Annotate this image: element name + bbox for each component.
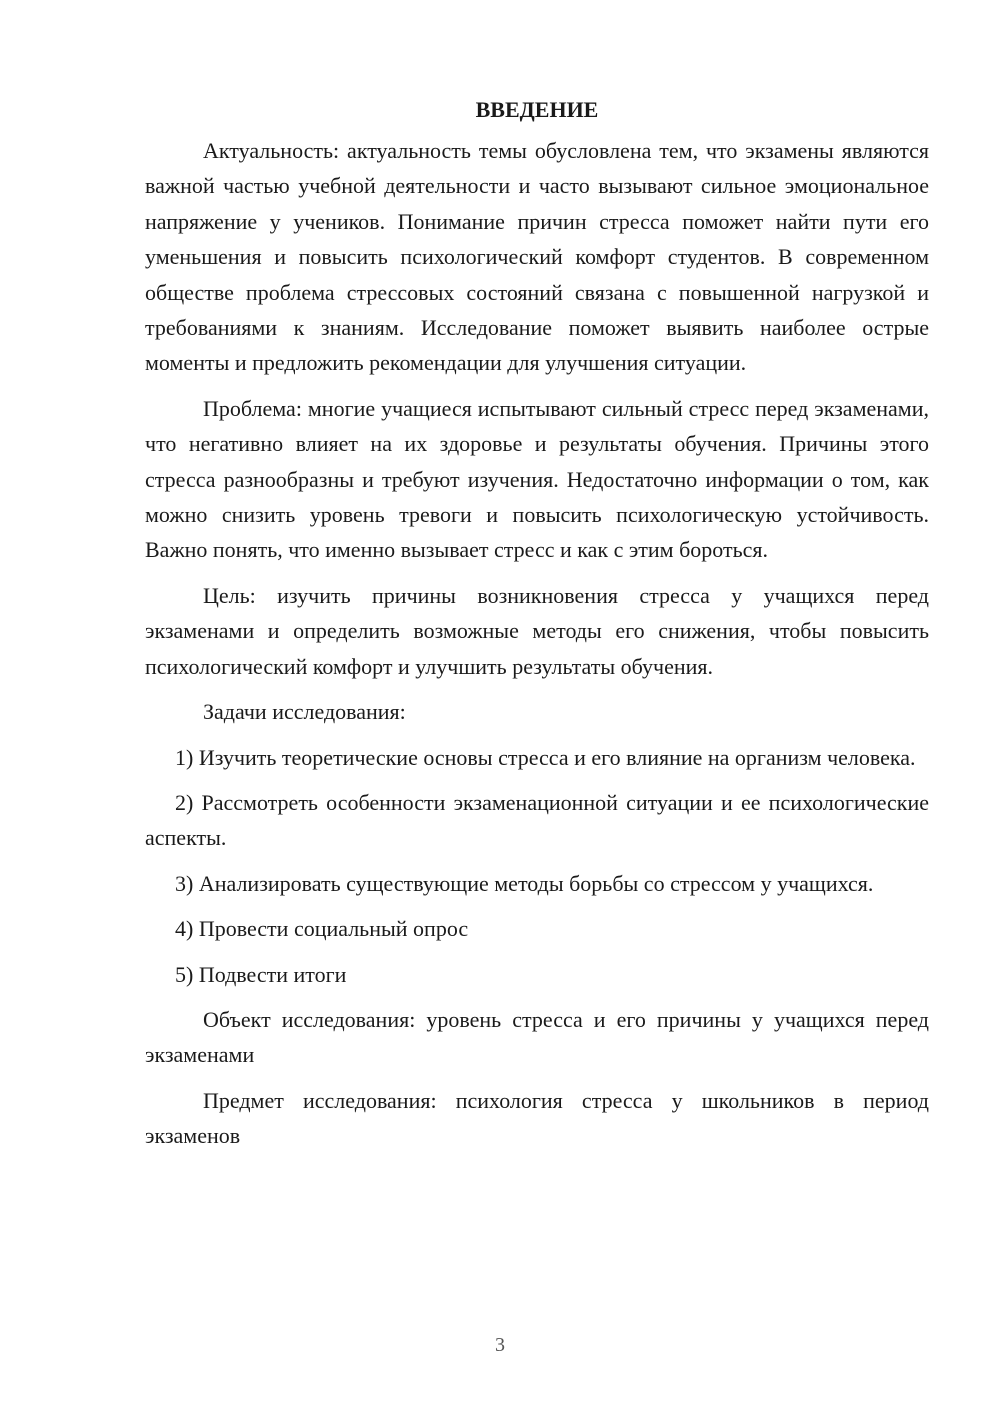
goal-paragraph: Цель: изучить причины возникновения стресса у учащихся перед экзаменами и определить возможные методы его снижения, чтобы повысить психологический комфорт и улучшить результаты обучения. bbox=[145, 582, 929, 679]
problem-paragraph: Проблема: многие учащиеся испытывают сильный стресс перед экзаменами, что негативно влияет на их здоровье и результаты обучения. Причины этого стресса разнообразны и требуют изучения. Недостаточно информации о том, как можно снизить уровень тревоги и повысить психологическую устойчивость. Важно понять, что именно вызывает стресс и как с этим бороться. bbox=[145, 395, 929, 563]
section-title: ВВЕДЕНИЕ bbox=[475, 97, 599, 122]
object-paragraph: Объект исследования: уровень стресса и его причины у учащихся перед экзаменами bbox=[145, 1006, 929, 1068]
task-item: 4) Провести социальный опрос bbox=[175, 916, 469, 942]
tasks-heading: Задачи исследования: bbox=[203, 699, 406, 725]
page-content bbox=[145, 92, 929, 1164]
task-item: 3) Анализировать существующие методы борьбы со стрессом у учащихся. bbox=[175, 870, 874, 896]
page-number: 3 bbox=[495, 1334, 505, 1356]
relevance-paragraph: Актуальность: актуальность темы обусловлена тем, что экзамены являются важной частью учебной деятельности и часто вызывают сильное эмоциональное напряжение у учеников. Понимание причин стресса поможет найти пути его уменьшения и повысить психологический комфорт студентов. В современном обществе проблема стрессовых состояний связана с повышенной нагрузкой и требованиями к знаниям. Исследование поможет выявить наиболее острые моменты и предложить рекомендации для улучшения ситуации. bbox=[145, 138, 929, 376]
task-item: 5) Подвести итоги bbox=[175, 961, 347, 987]
task-item: 2) Рассмотреть особенности экзаменационной ситуации и ее психологические аспекты. bbox=[145, 789, 929, 851]
task-item: 1) Изучить теоретические основы стресса и его влияние на организм человека. bbox=[175, 744, 916, 770]
subject-paragraph: Предмет исследования: психология стресса у школьников в период экзаменов bbox=[145, 1087, 929, 1149]
